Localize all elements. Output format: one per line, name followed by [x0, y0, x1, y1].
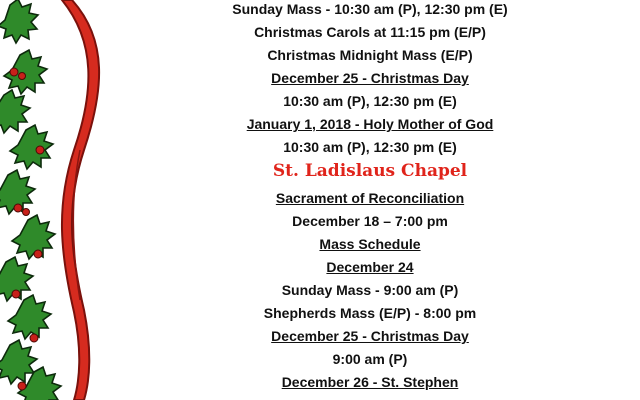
- schedule-line: Christmas Midnight Mass (E/P): [267, 47, 473, 63]
- schedule-line: 10:30 am (P), 12:30 pm (E): [283, 139, 457, 155]
- schedule-line: 10:30 am (P), 12:30 pm (E): [283, 93, 457, 109]
- schedule-heading: January 1, 2018 - Holy Mother of God: [246, 116, 494, 132]
- schedule-heading: December 25 - Christmas Day: [271, 70, 469, 86]
- chapel-title: St. Ladislaus Chapel: [272, 161, 468, 181]
- schedule-line: December 18 – 7:00 pm: [292, 213, 448, 229]
- schedule-line: Shepherds Mass (E/P) - 8:00 pm: [263, 305, 477, 321]
- schedule-heading: Mass Schedule: [319, 236, 421, 252]
- schedule-line: 9:00 am (P): [332, 351, 408, 367]
- schedule-heading: December 25 - Christmas Day: [271, 328, 469, 344]
- schedule-heading: December 26 - St. Stephen: [281, 374, 459, 390]
- schedule-heading: Sacrament of Reconciliation: [275, 190, 465, 206]
- schedule-line: Sunday Mass - 10:30 am (P), 12:30 pm (E): [232, 1, 508, 17]
- schedule-line: Christmas Carols at 11:15 pm (E/P): [254, 24, 486, 40]
- schedule-line: Sunday Mass - 9:00 am (P): [281, 282, 459, 298]
- schedule-heading: December 24: [326, 259, 414, 275]
